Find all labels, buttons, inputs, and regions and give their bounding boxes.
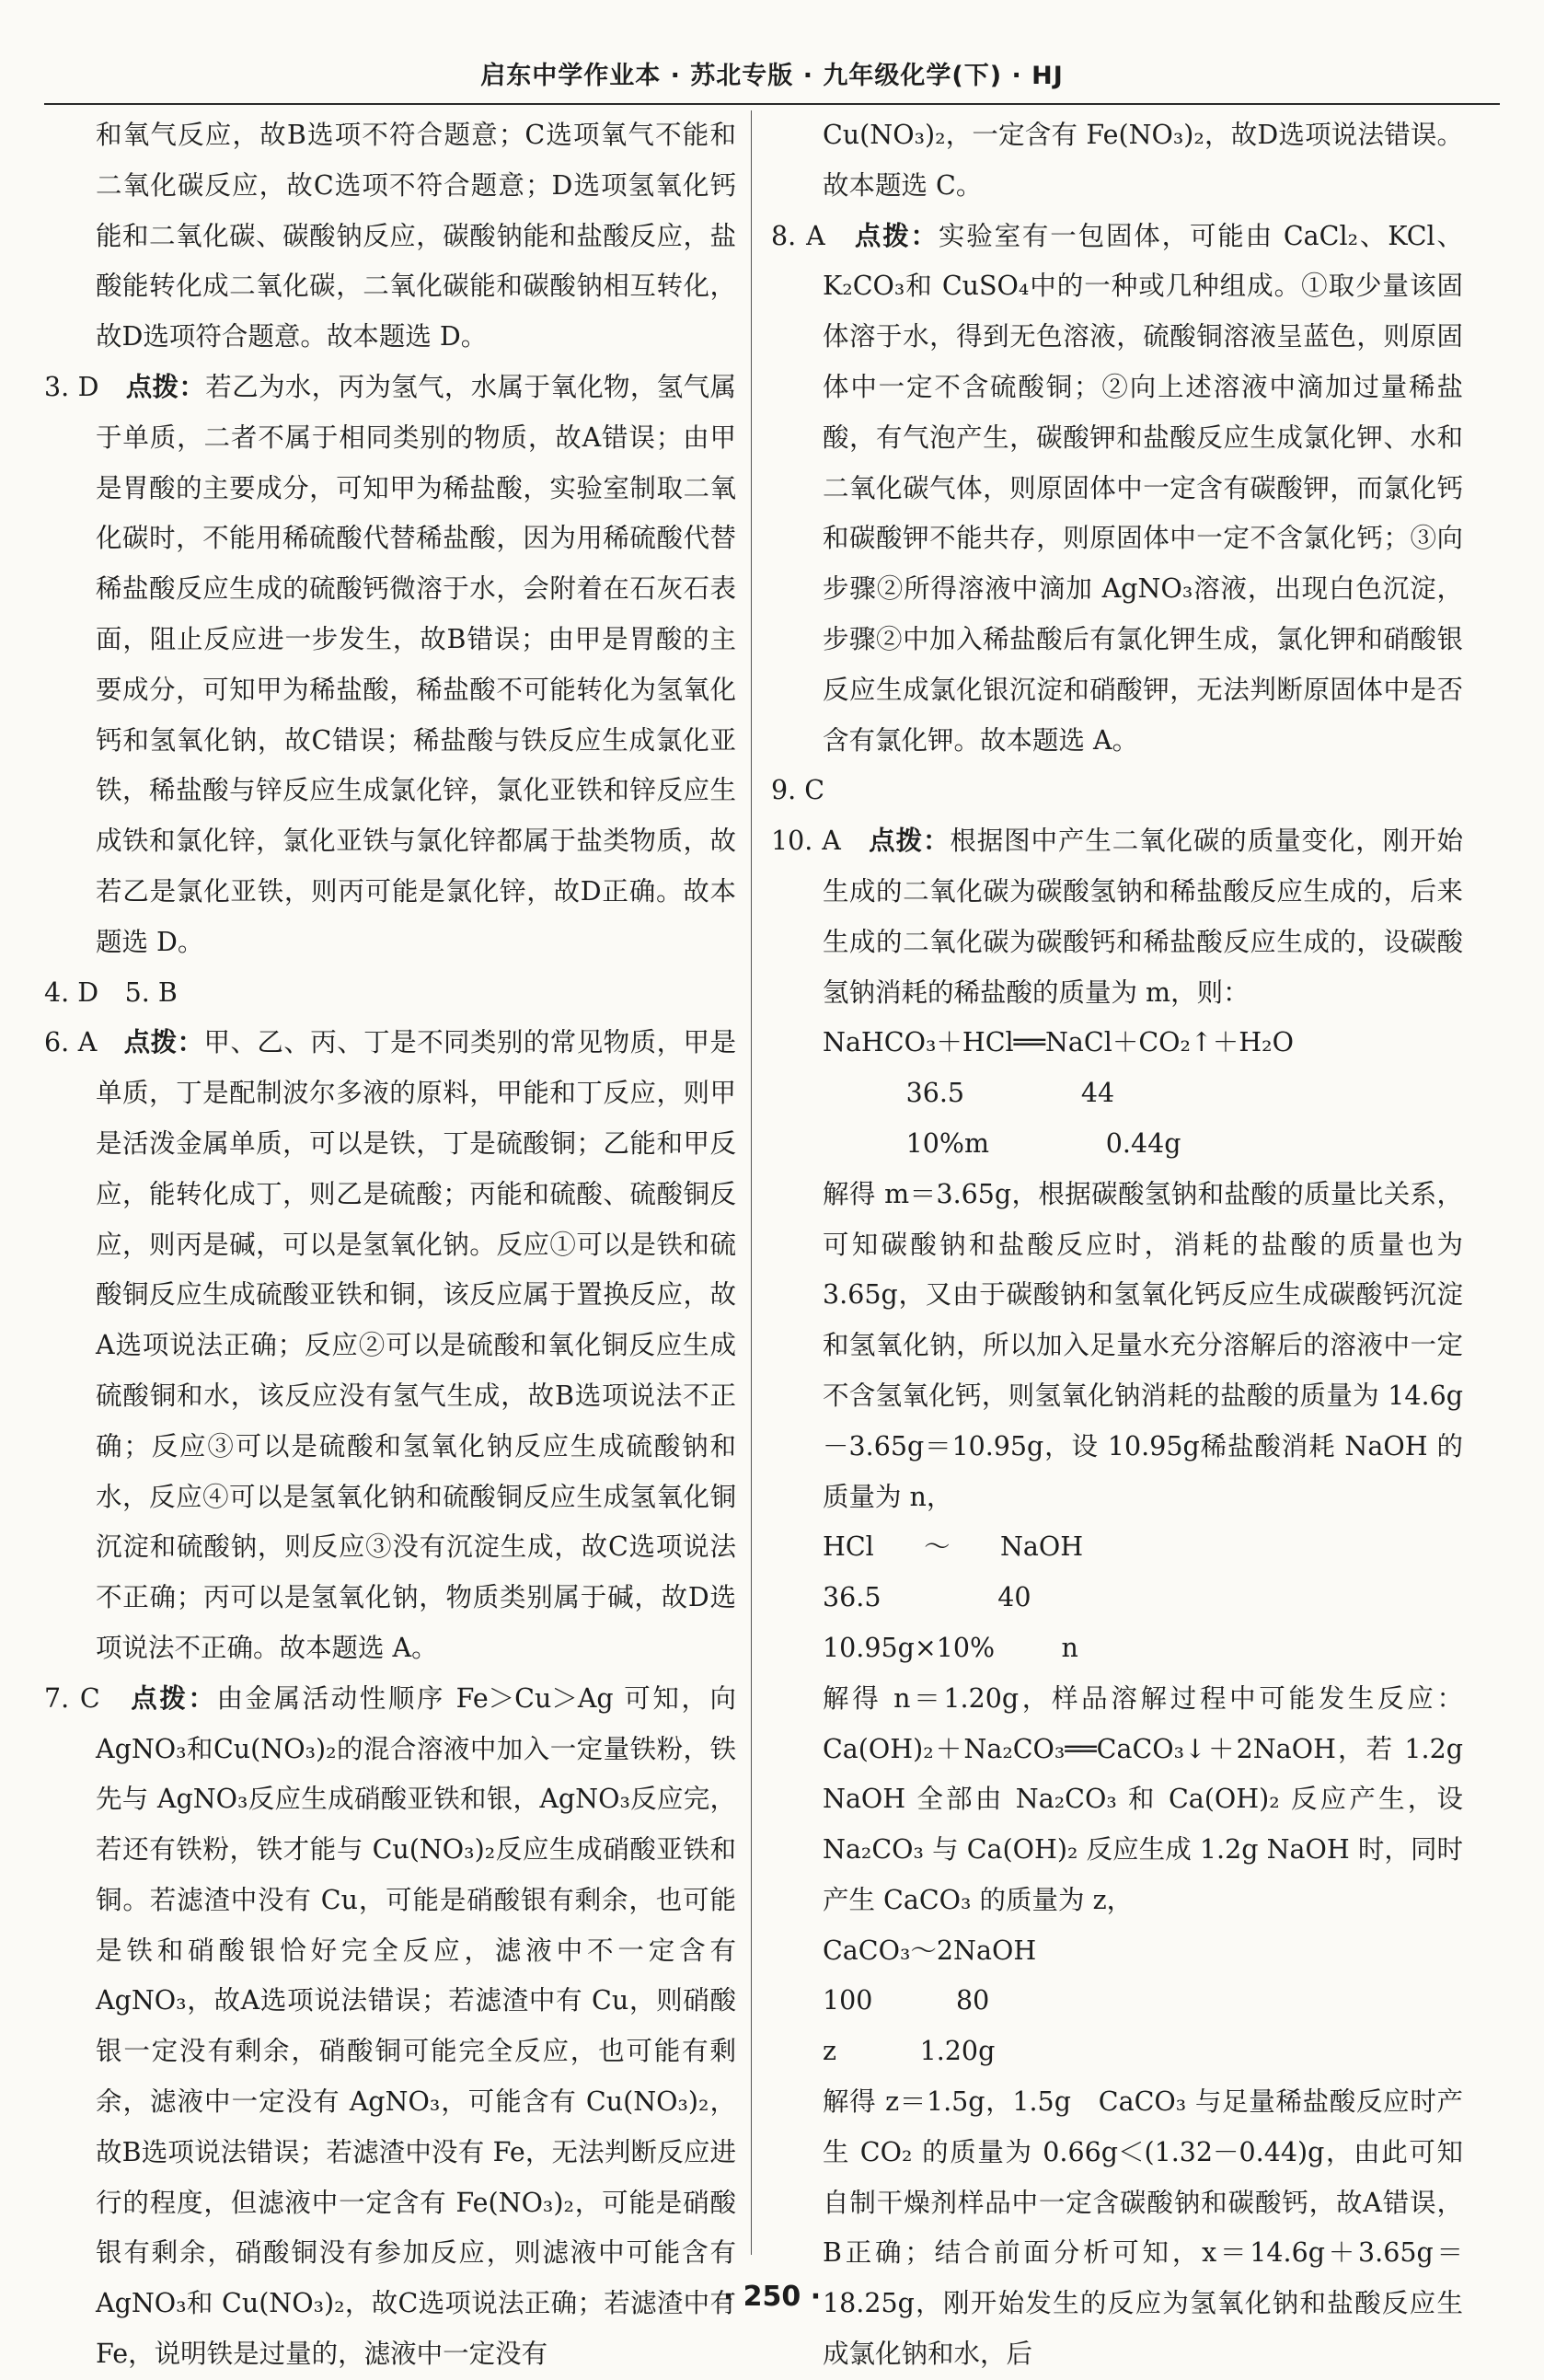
answer-3: [44, 363, 736, 968]
left-column: [44, 110, 736, 2370]
equation-3: CaCO₃～2NaOH: [823, 1935, 1037, 1966]
column-divider: [751, 110, 752, 2255]
answer-7-text: 由金属活动性顺序 Fe＞Cu＞Ag 可知，向 AgNO₃和Cu(NO₃)₂的混合溶液中加入一定量铁粉，铁先与 AgNO₃反应生成硝酸亚铁和银，AgNO₃反应完，若还有铁粉，铁才能与 Cu(NO₃)₂反应生成硝酸亚铁和铜。若滤渣中没有 Cu，可能是硝酸银有剩余，也可能是铁和硝酸银恰好完全反应，滤液中不一定含有 AgNO₃，故A选项说法错误；若滤渣中有 Cu，则硝酸银一定没有剩余，硝酸铜可能完全反应，也可能有剩余，滤液中一定没有 AgNO₃，可能含有 Cu(NO₃)₂，故B选项说法错误；若滤渣中没有 Fe，无法判断反应进行的程度，但滤液中一定含有 Fe(NO₃)₂，可能是硝酸银有剩余，硝酸铜没有参加反应，则滤液中可能含有 AgNO₃和 Cu(NO₃)₂，故C选项说法正确；若滤渣中有 Fe，说明铁是过量的，滤液中一定没有: [96, 1682, 736, 2370]
equation-3-values: z 1.20g: [823, 2036, 996, 2067]
answer-3-number: 3. D: [44, 371, 99, 402]
equation-2-ratio: 36.5 40: [823, 1582, 1031, 1613]
q2-continuation: 和氧气反应，故B选项不符合题意；C选项氧气不能和二氧化碳反应，故C选项不符合题意；D选项氢氧化钙能和二氧化碳、碳酸钠反应，碳酸钠能和盐酸反应，盐酸能转化成二氧化碳，二氧化碳能和碳酸钠相互转化，故D选项符合题意。故本题选 D。: [96, 120, 736, 352]
answer-10-tip-label: 点拨：: [869, 826, 951, 857]
equation-1-ratio: 36.5 44: [823, 1078, 1115, 1109]
answer-9: 9. C: [771, 775, 825, 806]
q7-continuation: Cu(NO₃)₂，一定含有 Fe(NO₃)₂，故D选项说法错误。故本题选 C。: [823, 120, 1463, 201]
answer-10: [771, 816, 1463, 1018]
equation-2: HCl ～ NaOH: [823, 1531, 1084, 1563]
answer-6: [44, 1018, 736, 1673]
equation-1-values: 10%m 0.44g: [823, 1127, 1181, 1159]
answer-3-text: 若乙为水，丙为氢气，水属于氧化物，氢气属于单质，二者不属于相同类别的物质，故A错误；由甲是胃酸的主要成分，可知甲为稀盐酸，实验室制取二氧化碳时，不能用稀硫酸代替稀盐酸，因为用稀硫酸代替稀盐酸反应生成的硫酸钙微溶于水，会附着在石灰石表面，阻止反应进一步发生，故B错误；由甲是胃酸的主要成分，可知甲为稀盐酸，稀盐酸不可能转化为氢氧化钙和氢氧化钠，故C错误；稀盐酸与铁反应生成氯化亚铁，稀盐酸与锌反应生成氯化锌，氯化亚铁和锌反应生成铁和氯化锌，氯化亚铁与氯化锌都属于盐类物质，故若乙是氯化亚铁，则丙可能是氯化锌，故D正确。故本题选 D。: [96, 371, 736, 957]
equation-1: NaHCO₃＋HCl══NaCl＋CO₂↑＋H₂O: [823, 1027, 1294, 1058]
page-header: 启东中学作业本 · 苏北专版 · 九年级化学(下) · HJ: [480, 62, 1064, 90]
equation-3-ratio: 100 80: [823, 1985, 990, 2016]
header-rule: [44, 103, 1500, 105]
equation-2-values: 10.95g×10% n: [823, 1632, 1078, 1663]
answer-10-number: 10. A: [771, 826, 841, 857]
answer-8-number: 8. A: [771, 220, 825, 251]
answer-10-text-2: 解得 m＝3.65g，根据碳酸氢钠和盐酸的质量比关系，可知碳酸钠和盐酸反应时，消耗的盐酸的质量也为 3.65g，又由于碳酸钠和氢氧化钙反应生成碳酸钙沉淀和氢氧化钠，所以加入足量水充分溶解后的溶液中一定不含氢氧化钙，则氢氧化钠消耗的盐酸的质量为 14.6g－3.65g＝10.95g，设 10.95g稀盐酸消耗 NaOH 的质量为 n，: [823, 1178, 1463, 1512]
answer-7: [44, 1674, 736, 2380]
answer-3-tip-label: 点拨：: [125, 371, 206, 402]
answer-6-number: 6. A: [44, 1027, 98, 1058]
answer-6-text: 甲、乙、丙、丁是不同类别的常见物质，甲是单质，丁是配制波尔多液的原料，甲能和丁反应，则甲是活泼金属单质，可以是铁，丁是硫酸铜；乙能和甲反应，能转化成丁，则乙是硫酸；丙能和硫酸、硫酸铜反应，则丙是碱，可以是氢氧化钠。反应①可以是铁和硫酸铜反应生成硫酸亚铁和铜，该反应属于置换反应，故A选项说法正确；反应②可以是硫酸和氧化铜反应生成硫酸铜和水，该反应没有氢气生成，故B选项说法不正确；反应③可以是硫酸和氢氧化钠反应生成硫酸钠和水，反应④可以是氢氧化钠和硫酸铜反应生成氢氧化铜沉淀和硫酸钠，则反应③没有沉淀生成，故C选项说法不正确；丙可以是氢氧化钠，物质类别属于碱，故D选项说法不正确。故本题选 A。: [96, 1027, 736, 1663]
answer-10-text-4: 解得 z＝1.5g，1.5g CaCO₃ 与足量稀盐酸反应时产生 CO₂ 的质量为 0.66g＜(1.32－0.44)g，由此可知自制干燥剂样品中一定含碳酸钠和碳酸钙，故A错误，B正确；结合前面分析可知，x＝14.6g＋3.65g＝18.25g，刚开始发生的反应为氢氧化钠和盐酸反应生成氯化钠和水，后: [823, 2086, 1463, 2370]
answer-8: [771, 212, 1463, 767]
answer-7-tip-label: 点拨：: [131, 1682, 217, 1714]
answer-10-text-3: 解得 n＝1.20g，样品溶解过程中可能发生反应：Ca(OH)₂＋Na₂CO₃══CaCO₃↓＋2NaOH，若 1.2g NaOH 全部由 Na₂CO₃ 和 Ca(OH)₂ 反应产生，设 Na₂CO₃ 与 Ca(OH)₂ 反应生成 1.2g NaOH 时，同时产生 CaCO₃ 的质量为 z，: [823, 1682, 1463, 1915]
answer-6-tip-label: 点拨：: [123, 1027, 204, 1058]
answer-7-number: 7. C: [44, 1682, 100, 1714]
answers-4-5: 4. D 5. B: [44, 976, 178, 1008]
answer-8-tip-label: 点拨：: [854, 220, 939, 251]
page-number: · 250 ·: [722, 2281, 822, 2313]
answer-8-text: 实验室有一包固体，可能由 CaCl₂、KCl、K₂CO₃和 CuSO₄中的一种或几种组成。①取少量该固体溶于水，得到无色溶液，硫酸铜溶液呈蓝色，则原固体中一定不含硫酸铜；②向上述溶液中滴加过量稀盐酸，有气泡产生，碳酸钾和盐酸反应生成氯化钾、水和二氧化碳气体，则原固体中一定含有碳酸钾，而氯化钙和碳酸钾不能共存，则原固体中一定不含氯化钙；③向步骤②所得溶液中滴加 AgNO₃溶液，出现白色沉淀，步骤②中加入稀盐酸后有氯化钾生成，氯化钾和硝酸银反应生成氯化银沉淀和硝酸钾，无法判断原固体中是否含有氯化钾。故本题选 A。: [823, 220, 1463, 756]
answer-10-text-1: 根据图中产生二氧化碳的质量变化，刚开始生成的二氧化碳为碳酸氢钠和稀盐酸反应生成的，后来生成的二氧化碳为碳酸钙和稀盐酸反应生成的，设碳酸氢钠消耗的稀盐酸的质量为 m，则：: [823, 826, 1463, 1008]
